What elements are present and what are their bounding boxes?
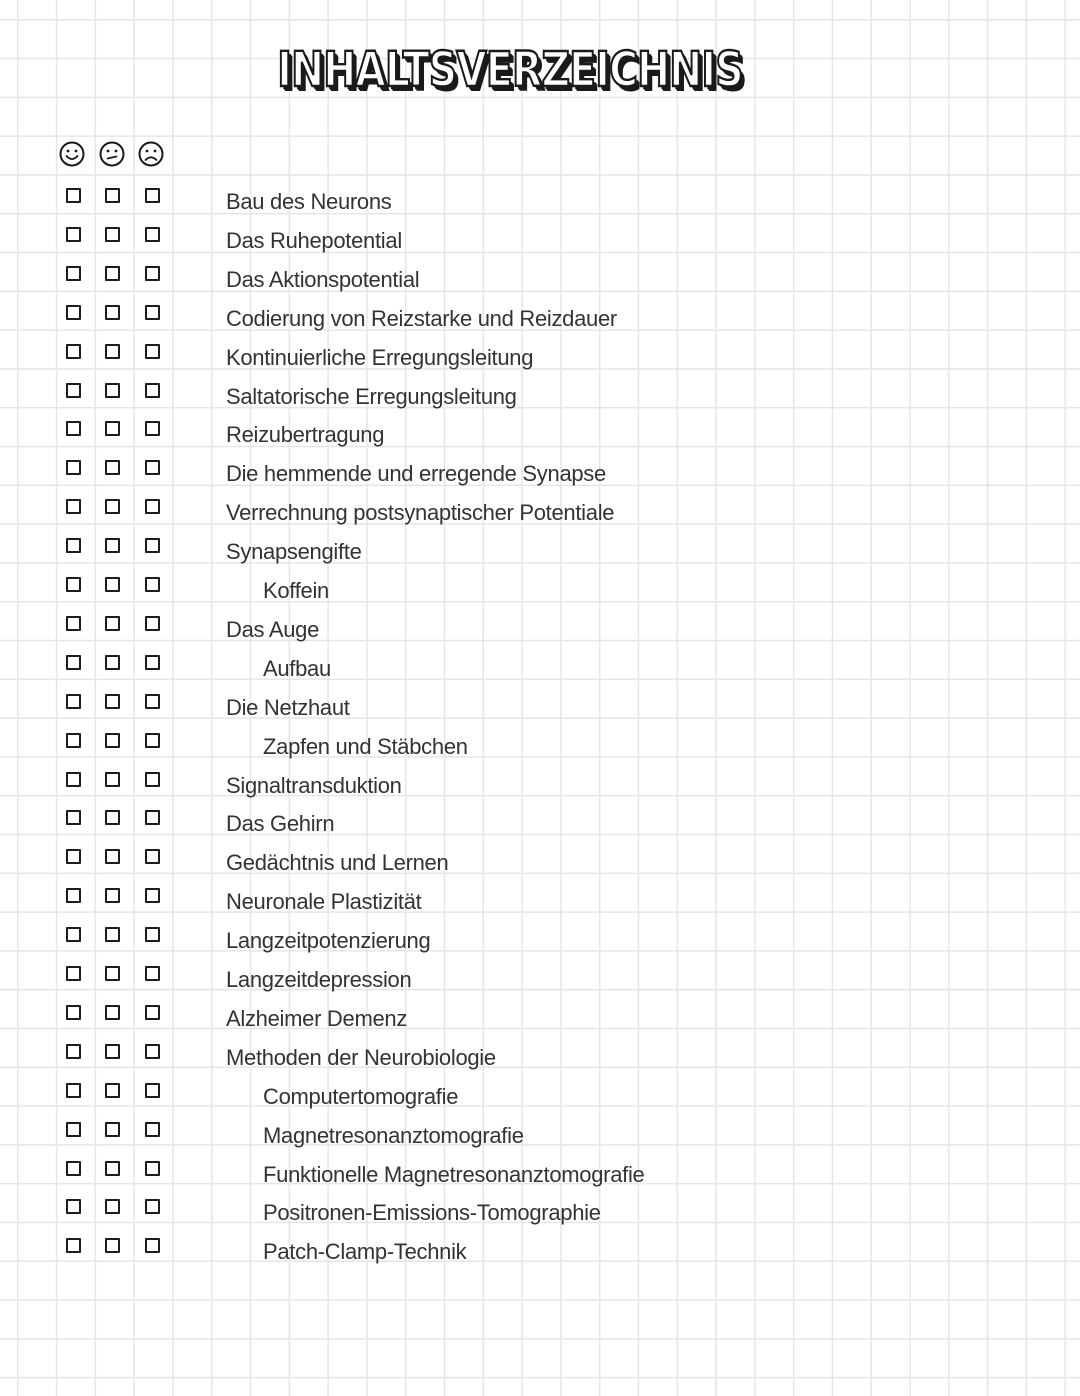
rating-checkbox[interactable] xyxy=(66,227,81,242)
rating-checkbox[interactable] xyxy=(105,538,120,553)
toc-entry: Methoden der Neurobiologie xyxy=(226,1044,496,1070)
rating-checkbox[interactable] xyxy=(66,966,81,981)
rating-checkbox[interactable] xyxy=(66,538,81,553)
toc-entry: Neuronale Plastizität xyxy=(226,889,422,915)
rating-checkbox[interactable] xyxy=(66,1005,81,1020)
toc-entry: Kontinuierliche Erregungsleitung xyxy=(226,344,534,370)
rating-checkbox[interactable] xyxy=(105,266,120,281)
rating-checkbox[interactable] xyxy=(66,266,81,281)
rating-checkbox[interactable] xyxy=(66,616,81,631)
toc-entry: Codierung von Reizstarke und Reizdauer xyxy=(226,305,617,331)
rating-checkbox[interactable] xyxy=(66,694,81,709)
toc-entry: Signaltransduktion xyxy=(226,772,402,798)
rating-checkbox[interactable] xyxy=(105,772,120,787)
toc-subentry: Funktionelle Magnetresonanztomografie xyxy=(263,1161,645,1187)
rating-checkbox[interactable] xyxy=(105,1238,120,1253)
rating-checkbox[interactable] xyxy=(145,188,160,203)
rating-checkbox[interactable] xyxy=(145,421,160,436)
toc-subentry: Patch-Clamp-Technik xyxy=(263,1239,467,1265)
rating-checkbox[interactable] xyxy=(105,888,120,903)
rating-checkbox[interactable] xyxy=(66,577,81,592)
rating-checkbox[interactable] xyxy=(145,1122,160,1137)
rating-checkbox[interactable] xyxy=(145,849,160,864)
rating-checkbox[interactable] xyxy=(105,616,120,631)
rating-checkbox[interactable] xyxy=(66,733,81,748)
toc-entry: Gedächtnis und Lernen xyxy=(226,850,449,876)
rating-checkbox[interactable] xyxy=(145,616,160,631)
rating-checkbox[interactable] xyxy=(145,227,160,242)
rating-checkbox[interactable] xyxy=(145,810,160,825)
rating-checkbox[interactable] xyxy=(145,1238,160,1253)
rating-checkbox[interactable] xyxy=(145,1005,160,1020)
rating-checkbox[interactable] xyxy=(145,888,160,903)
rating-checkbox[interactable] xyxy=(145,499,160,514)
rating-checkbox[interactable] xyxy=(66,305,81,320)
rating-checkbox[interactable] xyxy=(66,421,81,436)
toc-subentry: Positronen-Emissions-Tomographie xyxy=(263,1200,601,1226)
rating-checkbox[interactable] xyxy=(105,927,120,942)
rating-checkbox[interactable] xyxy=(66,888,81,903)
rating-checkbox[interactable] xyxy=(145,1161,160,1176)
rating-checkbox[interactable] xyxy=(66,810,81,825)
rating-checkbox[interactable] xyxy=(66,655,81,670)
toc-subentry: Computertomografie xyxy=(263,1083,459,1109)
rating-checkbox[interactable] xyxy=(145,1083,160,1098)
toc-entry: Die hemmende und erregende Synapse xyxy=(226,461,606,487)
rating-checkbox[interactable] xyxy=(105,849,120,864)
rating-checkbox[interactable] xyxy=(105,383,120,398)
smiley-sad-icon xyxy=(138,141,164,167)
toc-entry: Alzheimer Demenz xyxy=(226,1005,408,1031)
toc-entry: Das Auge xyxy=(226,616,320,642)
toc-subentry: Aufbau xyxy=(263,655,331,681)
rating-checkbox[interactable] xyxy=(66,344,81,359)
toc-entry: Das Gehirn xyxy=(226,811,335,837)
rating-checkbox[interactable] xyxy=(105,655,120,670)
toc-entry: Saltatorische Erregungsleitung xyxy=(226,383,517,409)
rating-checkbox[interactable] xyxy=(66,460,81,475)
rating-checkbox[interactable] xyxy=(145,927,160,942)
rating-checkbox[interactable] xyxy=(105,499,120,514)
rating-checkbox[interactable] xyxy=(145,538,160,553)
rating-checkbox[interactable] xyxy=(145,694,160,709)
toc-entry: Bau des Neurons xyxy=(226,189,392,214)
rating-checkbox[interactable] xyxy=(145,305,160,320)
toc-subentry: Zapfen und Stäbchen xyxy=(263,733,468,759)
rating-checkbox[interactable] xyxy=(105,188,120,203)
rating-checkbox[interactable] xyxy=(145,460,160,475)
page-title: INHALTSVERZEICHNIS xyxy=(277,42,743,98)
rating-checkbox[interactable] xyxy=(66,1122,81,1137)
rating-checkbox[interactable] xyxy=(105,227,120,242)
rating-checkbox[interactable] xyxy=(105,1161,120,1176)
rating-checkbox[interactable] xyxy=(66,849,81,864)
rating-checkbox[interactable] xyxy=(105,344,120,359)
rating-checkbox[interactable] xyxy=(66,1199,81,1214)
rating-checkbox[interactable] xyxy=(105,1122,120,1137)
rating-checkbox[interactable] xyxy=(145,266,160,281)
rating-checkbox[interactable] xyxy=(105,305,120,320)
rating-checkbox[interactable] xyxy=(105,460,120,475)
toc-subentry: Koffein xyxy=(263,578,329,603)
smiley-happy-icon xyxy=(59,141,85,167)
toc-entry: Langzeitpotenzierung xyxy=(226,928,431,954)
rating-checkbox[interactable] xyxy=(66,1238,81,1253)
rating-checkbox[interactable] xyxy=(66,383,81,398)
toc-entry: Reizubertragung xyxy=(226,422,385,448)
rating-checkbox[interactable] xyxy=(145,966,160,981)
rating-checkbox[interactable] xyxy=(145,344,160,359)
rating-checkbox[interactable] xyxy=(105,733,120,748)
rating-checkbox[interactable] xyxy=(66,499,81,514)
rating-checkbox[interactable] xyxy=(145,655,160,670)
rating-checkbox[interactable] xyxy=(105,1083,120,1098)
rating-checkbox[interactable] xyxy=(145,772,160,787)
rating-checkbox[interactable] xyxy=(145,383,160,398)
rating-checkbox[interactable] xyxy=(105,1044,120,1059)
toc-entry: Verrechnung postsynaptischer Potentiale xyxy=(226,500,615,526)
rating-checkbox[interactable] xyxy=(66,188,81,203)
rating-checkbox[interactable] xyxy=(145,1044,160,1059)
rating-checkbox[interactable] xyxy=(145,733,160,748)
rating-checkbox[interactable] xyxy=(66,1161,81,1176)
rating-checkbox[interactable] xyxy=(105,1199,120,1214)
rating-checkbox[interactable] xyxy=(105,810,120,825)
rating-checkbox[interactable] xyxy=(105,1005,120,1020)
toc-entry: Das Aktionspotential xyxy=(226,266,420,292)
toc-entry: Das Ruhepotential xyxy=(226,227,402,253)
rating-checkbox[interactable] xyxy=(145,577,160,592)
rating-checkbox[interactable] xyxy=(105,577,120,592)
rating-checkbox[interactable] xyxy=(105,966,120,981)
rating-checkbox[interactable] xyxy=(66,1044,81,1059)
rating-checkbox[interactable] xyxy=(66,1083,81,1098)
rating-checkbox[interactable] xyxy=(145,1199,160,1214)
rating-checkbox[interactable] xyxy=(105,694,120,709)
rating-checkbox[interactable] xyxy=(66,927,81,942)
rating-checkbox[interactable] xyxy=(66,772,81,787)
toc-entry: Die Netzhaut xyxy=(226,694,350,720)
rating-checkbox[interactable] xyxy=(105,421,120,436)
smiley-neutral-icon xyxy=(99,141,125,167)
toc-subentry: Magnetresonanztomografie xyxy=(263,1122,524,1148)
toc-entry: Synapsengifte xyxy=(226,539,362,565)
toc-entry: Langzeitdepression xyxy=(226,967,412,992)
